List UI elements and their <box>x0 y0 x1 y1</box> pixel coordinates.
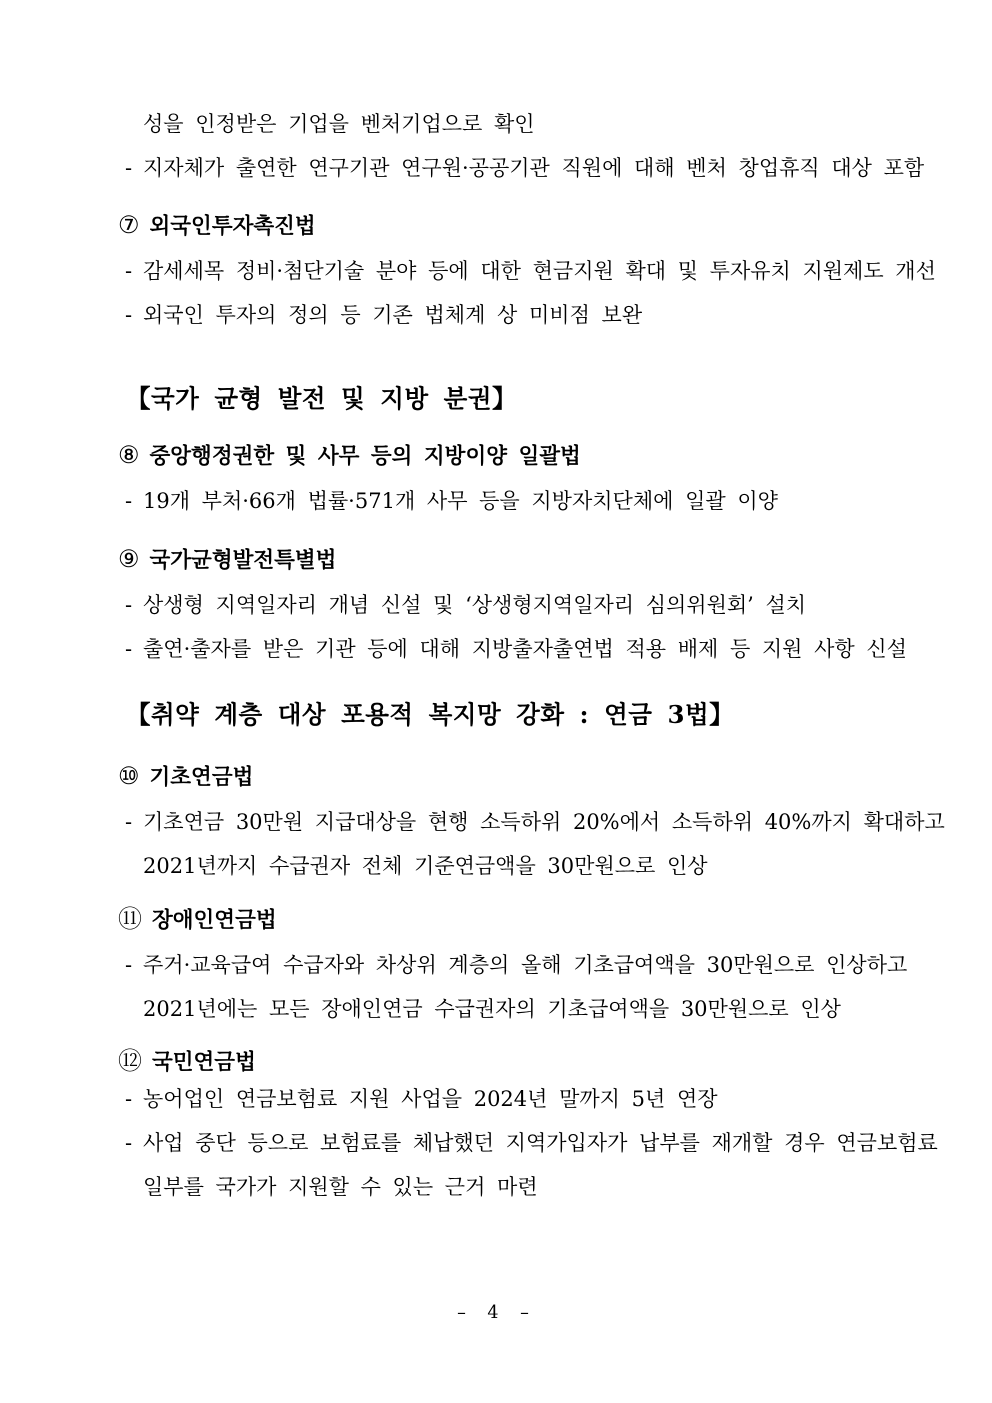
bullet-dash: - <box>125 303 133 327</box>
law-number: ⑩ <box>118 762 140 790</box>
law-heading-10 <box>118 754 884 800</box>
bullet-item <box>118 293 884 337</box>
law-number: ⑫ <box>118 1047 142 1075</box>
law-number: ⑨ <box>118 545 140 573</box>
law-title: 국민연금법 <box>152 1050 256 1075</box>
bullet-item <box>118 800 945 844</box>
bullet-text: 출연·출자를 받은 기관 등에 대해 지방출자출연법 적용 배제 등 지원 사항 신설 <box>143 637 907 661</box>
page-number: – 4 – <box>457 1303 535 1323</box>
section-heading-balance: 【국가 균형 발전 및 지방 분권】 <box>126 384 517 413</box>
law-title: 외국인투자촉진법 <box>149 214 316 239</box>
bullet-continuation-line: 2021년에는 모든 장애인연금 수급권자의 기초급여액을 30만원으로 인상 <box>143 997 841 1021</box>
law-number: ⑧ <box>118 441 140 469</box>
law-title: 장애인연금법 <box>152 908 277 933</box>
bullet-dash: - <box>125 593 133 617</box>
bullet-text: 농어업인 연금보험료 지원 사업을 2024년 말까지 5년 연장 <box>143 1087 718 1111</box>
bullet-dash: - <box>125 156 133 180</box>
law-heading-11 <box>118 897 884 943</box>
bullet-text: 기초연금 30만원 지급대상을 현행 소득하위 20%에서 소득하위 40%까지 확대하고 <box>143 810 945 834</box>
bullet-text: 주거·교육급여 수급자와 차상위 계층의 올해 기초급여액을 30만원으로 인상하고 <box>143 953 908 977</box>
bullet-item <box>118 583 884 627</box>
bullet-item <box>118 627 907 671</box>
carryover-line: 성을 인정받은 기업을 벤처기업으로 확인 <box>143 112 535 136</box>
bullet-text: 19개 부처·66개 법률·571개 사무 등을 지방자치단체에 일괄 이양 <box>143 489 778 513</box>
document-content <box>118 102 945 1209</box>
bullet-text: 상생형 지역일자리 개념 신설 및 ‘상생형지역일자리 심의위원회’ 설치 <box>143 593 807 617</box>
bullet-dash: - <box>125 1131 133 1155</box>
bullet-item <box>118 479 884 523</box>
bullet-text: 외국인 투자의 정의 등 기존 법체계 상 미비점 보완 <box>143 303 643 327</box>
bullet-text: 지자체가 출연한 연구기관 연구원·공공기관 직원에 대해 벤처 창업휴직 대상 포함 <box>143 156 925 180</box>
bullet-dash: - <box>125 637 133 661</box>
law-heading-9 <box>118 537 884 583</box>
section-heading-welfare: 【취약 계층 대상 포용적 복지망 강화 : 연금 3법】 <box>126 700 735 729</box>
law-title: 기초연금법 <box>149 765 254 790</box>
bullet-dash: - <box>125 953 133 977</box>
bullet-continuation-line: 일부를 국가가 지원할 수 있는 근거 마련 <box>143 1175 538 1199</box>
bullet-dash: - <box>125 489 133 513</box>
law-number: ⑦ <box>118 211 140 239</box>
bullet-text: 감세세목 정비·첨단기술 분야 등에 대한 현금지원 확대 및 투자유치 지원제도 개선 <box>143 259 936 283</box>
law-title: 중앙행정권한 및 사무 등의 지방이양 일괄법 <box>149 444 581 469</box>
carryover-bullet <box>118 146 925 190</box>
law-number: ⑪ <box>118 905 142 933</box>
bullet-item <box>118 943 908 987</box>
bullet-text: 사업 중단 등으로 보험료를 체납했던 지역가입자가 납부를 재개할 경우 연금보험료 <box>143 1131 938 1155</box>
bullet-dash: - <box>125 810 133 834</box>
law-heading-7 <box>118 203 884 249</box>
bullet-item <box>118 1121 938 1165</box>
bullet-dash: - <box>125 1087 133 1111</box>
bullet-dash: - <box>125 259 133 283</box>
bullet-item <box>118 1077 884 1121</box>
law-title: 국가균형발전특별법 <box>149 548 337 573</box>
bullet-continuation-line: 2021년까지 수급권자 전체 기준연금액을 30만원으로 인상 <box>143 854 708 878</box>
law-heading-8 <box>118 433 884 479</box>
bullet-item <box>118 249 936 293</box>
